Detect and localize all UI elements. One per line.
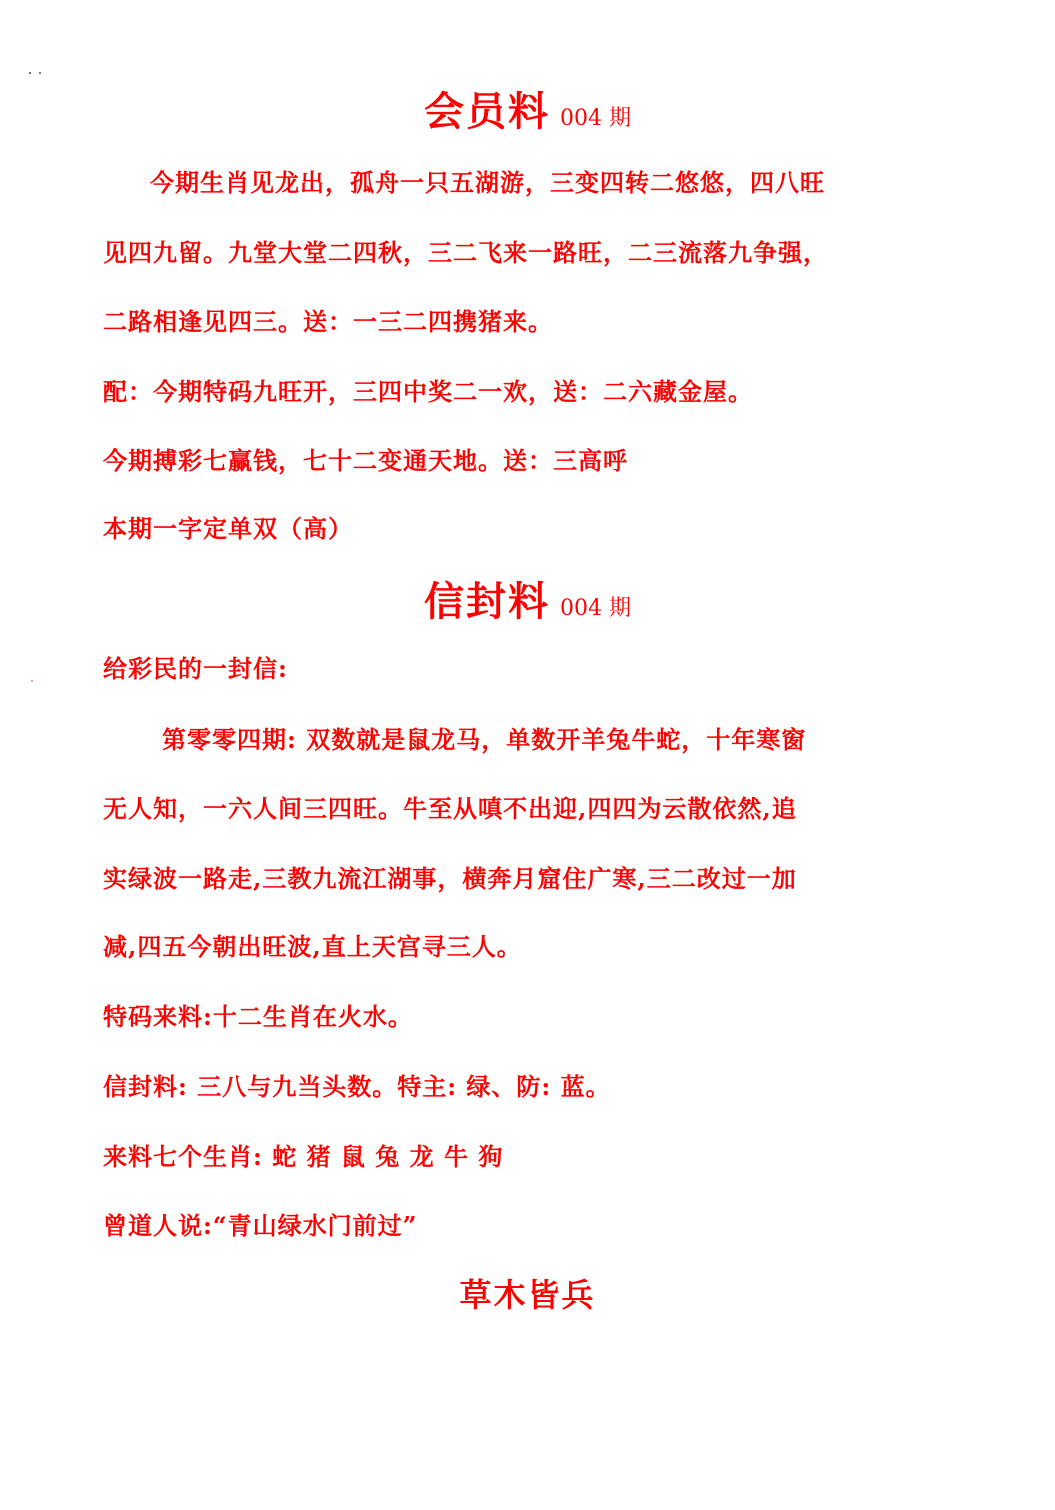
envelope-section-issue: 004 期 — [560, 596, 631, 621]
envelope-section-title: 信封料 — [424, 578, 550, 625]
member-line-6: 本期一字定单双（高） — [103, 514, 353, 543]
envelope-line-8: 来料七个生肖: 蛇 猪 鼠 兔 龙 牛 狗 — [103, 1142, 504, 1171]
member-section-issue: 004 期 — [560, 106, 631, 131]
scan-speck — [39, 72, 41, 74]
member-section-heading — [0, 80, 1055, 137]
scan-speck — [31, 680, 33, 682]
envelope-line-4: 实绿波一路走,三教九流江湖事，横奔月窟住广寒,三二改过一加 — [103, 864, 797, 893]
member-line-2: 见四九留。九堂大堂二四秋，三二飞来一路旺，二三流落九争强， — [103, 238, 828, 267]
member-line-3: 二路相逢见四三。送：一三二四携猪来。 — [103, 307, 553, 336]
member-line-1: 今期生肖见龙出，孤舟一只五湖游，三变四转二悠悠，四八旺 — [150, 168, 825, 197]
member-section-title: 会员料 — [424, 88, 550, 135]
envelope-line-5: 减,四五今朝出旺波,直上天宫寻三人。 — [103, 932, 522, 961]
envelope-line-1: 给彩民的一封信: — [103, 654, 288, 683]
envelope-section-heading — [0, 570, 1055, 627]
member-line-4: 配：今期特码九旺开，三四中奖二一欢，送：二六藏金屋。 — [103, 377, 753, 406]
envelope-line-2: 第零零四期: 双数就是鼠龙马，单数开羊兔牛蛇，十年寒窗 — [162, 725, 807, 754]
scan-speck — [29, 72, 31, 74]
envelope-line-7: 信封料: 三八与九当头数。特主: 绿、防: 蓝。 — [103, 1072, 611, 1101]
envelope-line-9: 曾道人说:“青山绿水门前过” — [103, 1211, 418, 1240]
envelope-line-6: 特码来料:十二生肖在火水。 — [103, 1002, 413, 1031]
footer-title: 草木皆兵 — [459, 1276, 596, 1314]
envelope-line-3: 无人知，一六人间三四旺。牛至从嗔不出迎,四四为云散依然,追 — [103, 794, 797, 823]
member-line-5: 今期搏彩七赢钱，七十二变通天地。送：三高呼 — [103, 446, 628, 475]
